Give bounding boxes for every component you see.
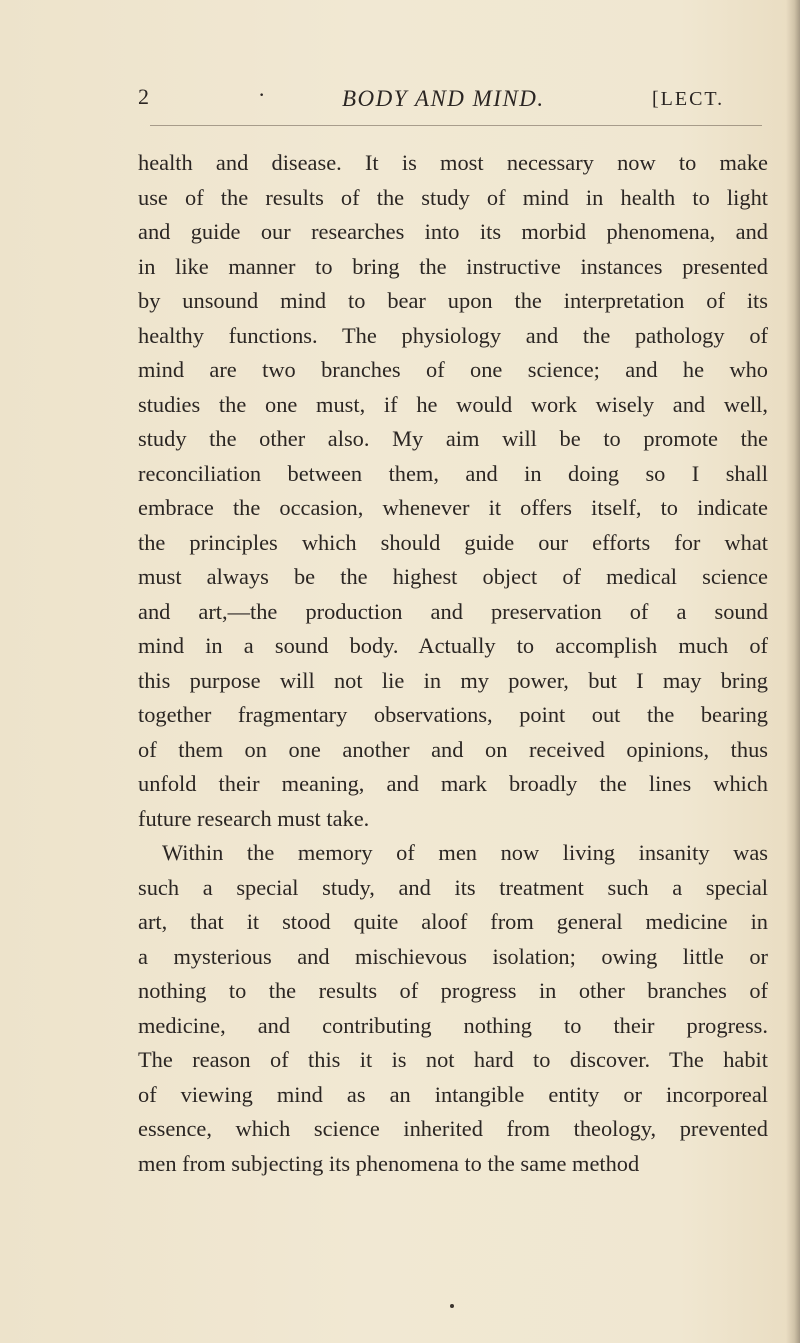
text-line: and guide our researches into its morbid phenomena, and: [138, 219, 768, 244]
ink-speck: [450, 1304, 454, 1308]
text-line: men from subjecting its phenomena to the same method: [138, 1150, 640, 1176]
text-line: nothing to the results of progress in other branches of: [138, 978, 768, 1003]
paragraph-end-line: future research must take.: [138, 805, 370, 831]
body-text: [138, 146, 768, 1181]
text-line: mind in a sound body. Actually to accomplish much of: [138, 633, 768, 658]
text-line: together fragmentary observations, point out the bearing: [138, 702, 768, 727]
text-line: The reason of this it is not hard to discover. The habit: [138, 1047, 768, 1072]
text-line: such a special study, and its treatment such a special: [138, 874, 768, 900]
text-line: a mysterious and mischievous isolation; owing little or: [138, 943, 768, 969]
text-line: use of the results of the study of mind in health to light: [138, 184, 768, 210]
paragraph-start-line: Within the memory of men now living insanity was: [162, 840, 768, 865]
text-line: of them on one another and on received opinions, thus: [138, 736, 768, 762]
text-line: study the other also. My aim will be to promote the: [138, 426, 768, 451]
text-line: and art,—the production and preservation of a sound: [138, 598, 768, 624]
text-line: this purpose will not lie in my power, but I may bring: [138, 667, 768, 693]
text-line: must always be the highest object of medical science: [138, 564, 768, 589]
text-line: reconciliation between them, and in doing so I shall: [138, 460, 768, 486]
running-head-section: [LECT.: [652, 88, 725, 110]
text-line: unfold their meaning, and mark broadly the lines which: [138, 771, 768, 796]
running-head-separator: ·: [258, 82, 266, 107]
text-line: healthy functions. The physiology and the pathology of: [138, 322, 768, 348]
page-edge-shadow: [786, 0, 800, 1343]
text-line: health and disease. It is most necessary now to make: [138, 150, 768, 175]
text-line: medicine, and contributing nothing to their progress.: [138, 1012, 768, 1038]
text-line: the principles which should guide our efforts for what: [138, 529, 768, 555]
text-line: art, that it stood quite aloof from general medicine in: [138, 909, 768, 934]
text-line: mind are two branches of one science; and he who: [138, 357, 768, 382]
text-line: embrace the occasion, whenever it offers itself, to indicate: [138, 495, 768, 520]
text-line: studies the one must, if he would work wisely and well,: [138, 391, 768, 417]
text-line: of viewing mind as an intangible entity or incorporeal: [138, 1081, 768, 1107]
running-head: [138, 84, 768, 118]
text-line: in like manner to bring the instructive instances presented: [138, 253, 768, 279]
header-rule: [150, 125, 762, 126]
page-number: 2: [138, 84, 150, 109]
text-line: essence, which science inherited from theology, prevented: [138, 1116, 768, 1141]
running-head-title: BODY AND MIND.: [342, 86, 545, 111]
text-line: by unsound mind to bear upon the interpretation of its: [138, 288, 768, 313]
